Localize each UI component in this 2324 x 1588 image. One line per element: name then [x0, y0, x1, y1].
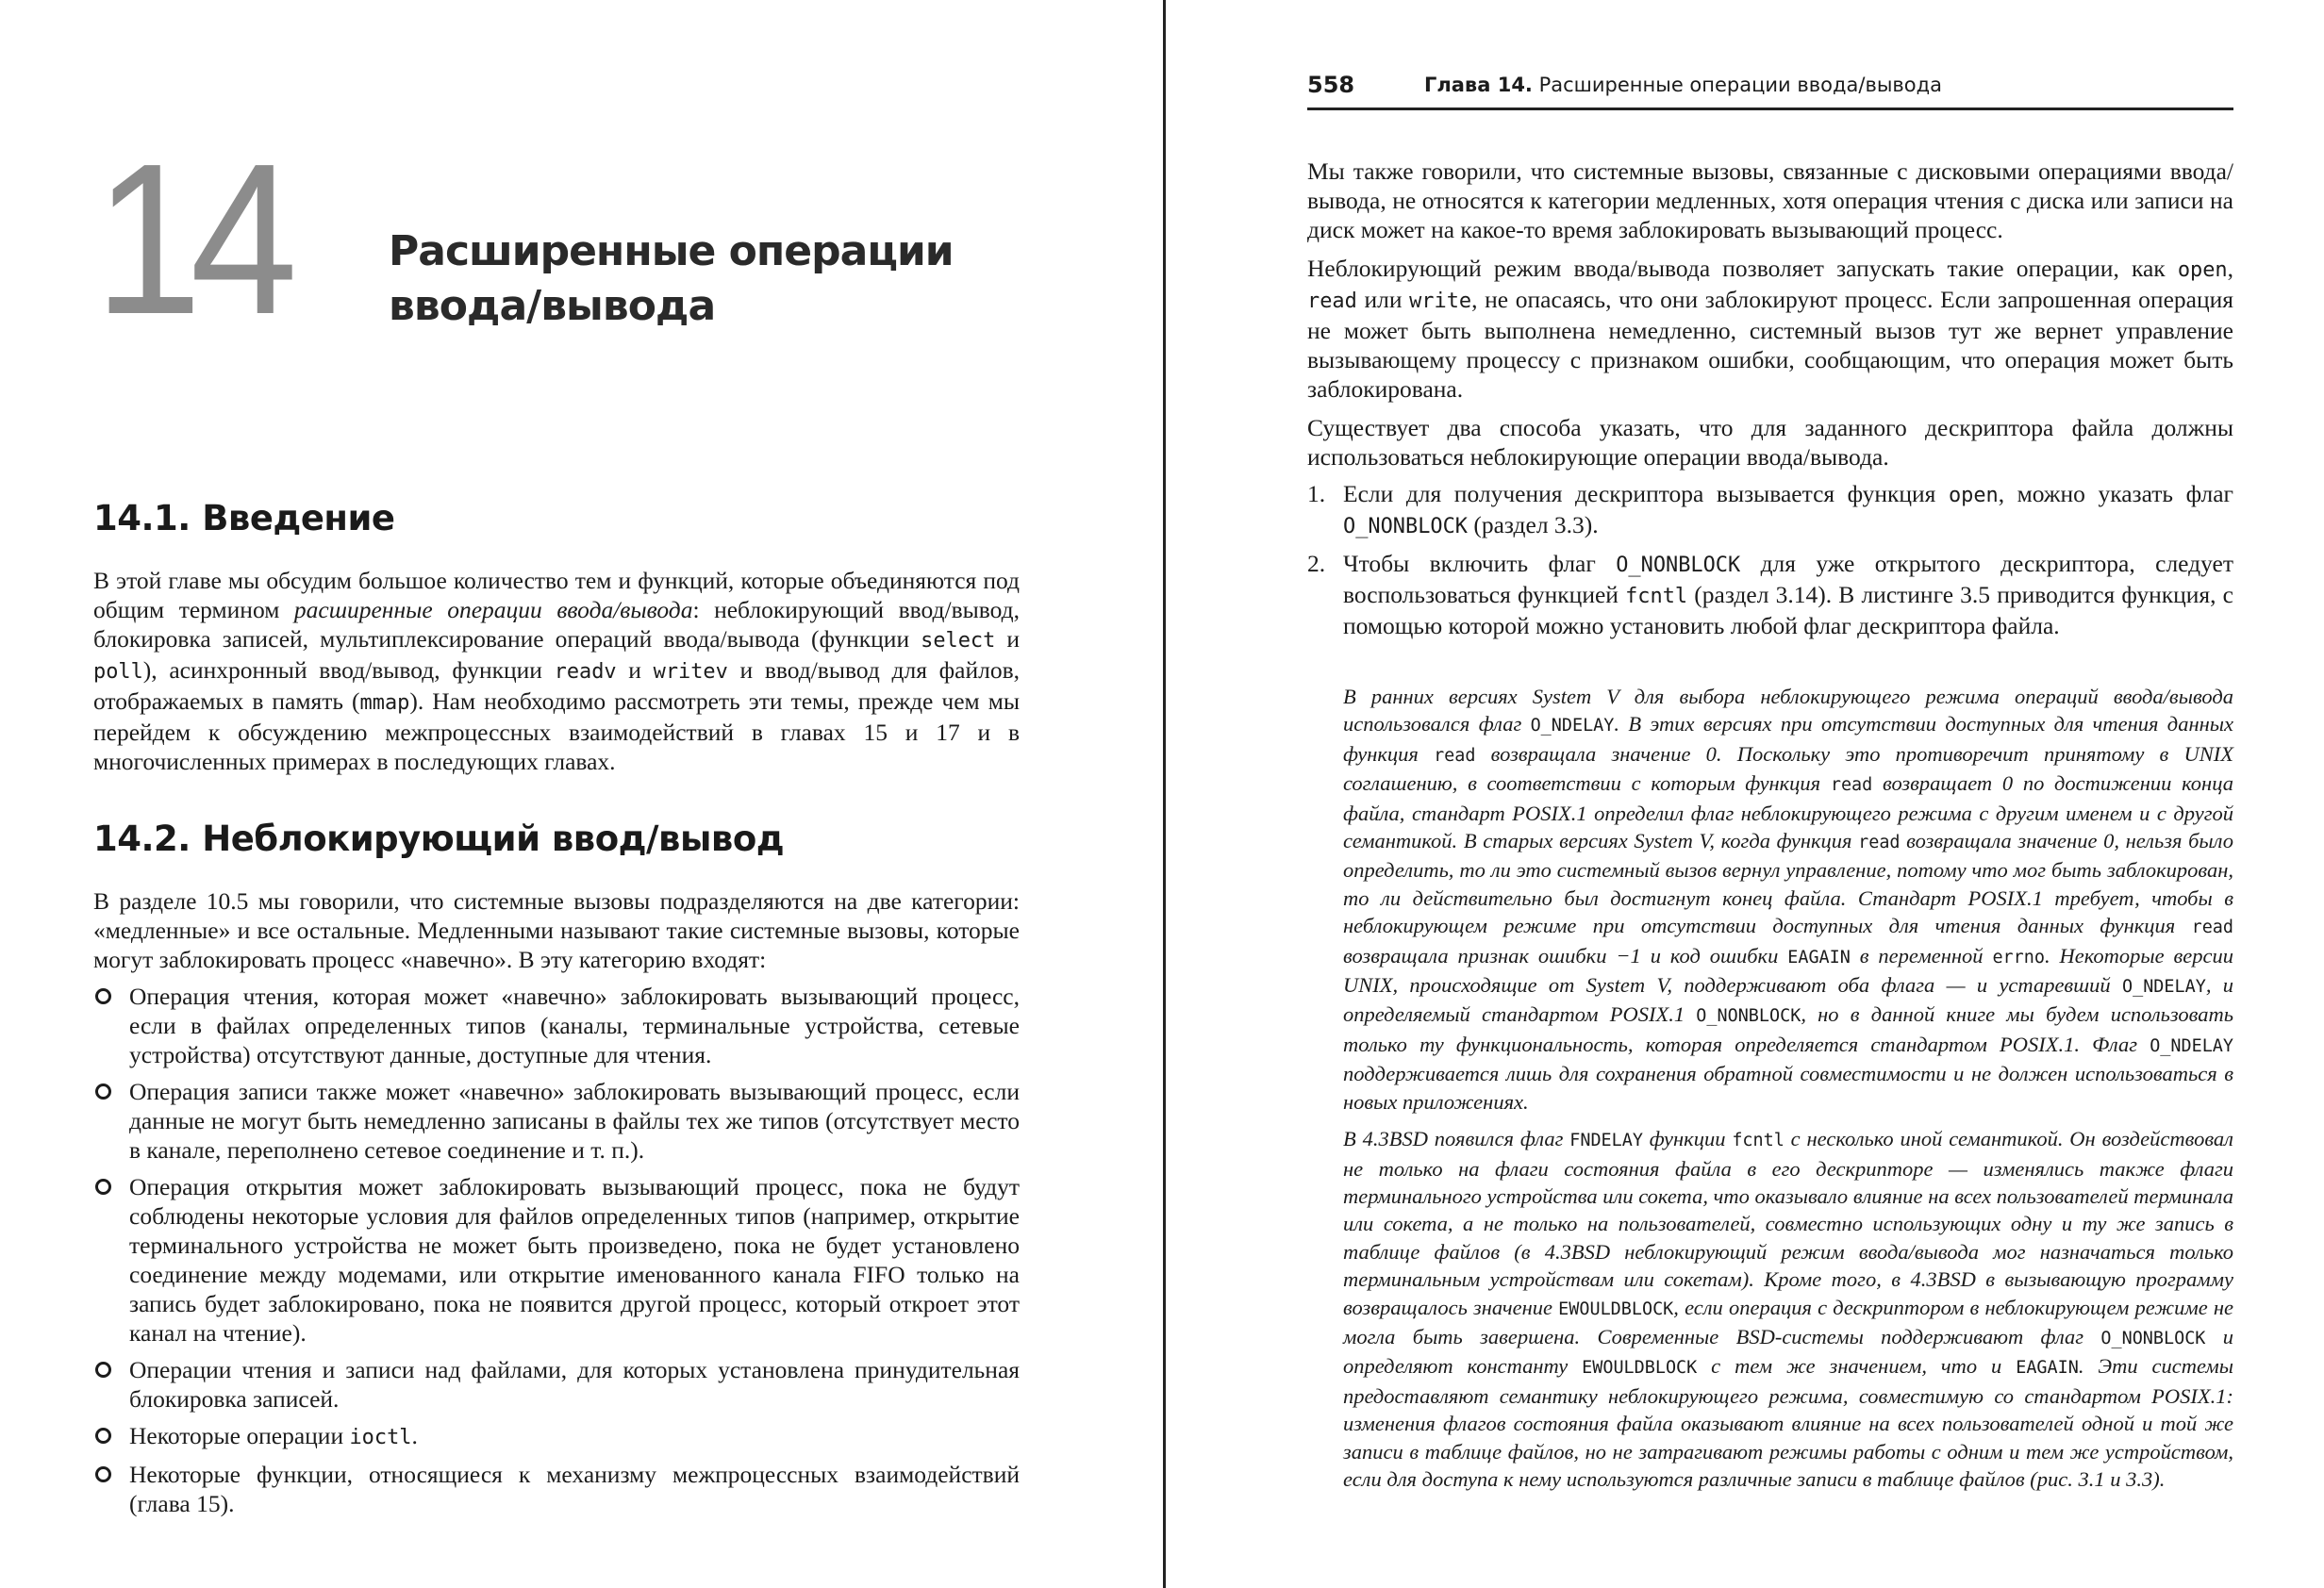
- list-item: [93, 1172, 1020, 1348]
- text-run: , если операция с дескриптором в неблокирующем режиме не могла быть завершена. Современные BSD-системы поддерживают флаг: [1343, 1295, 2233, 1348]
- code-term: read: [2191, 918, 2233, 938]
- text-run: Некоторые операции: [129, 1422, 350, 1449]
- text-run: Операция открытия может заблокировать вызывающий процесс, пока не будут соблюдены некоторые условия для файлов определенных типов (например, открытие терминального устройства не может быть произведено, пока не будет установлено соединение между модемами, или открытие именованного канала FIFO только на запись будет заблокировано, пока не появится другой процесс, который откроет этот канал на чтение).: [129, 1173, 1020, 1347]
- text-run: Мы также говорили, что системные вызовы, связанные с дисковыми операциями ввода/вывода, не относятся к категории медленных, хотя операция чтения с диска или записи на диск может на какое-то время заблокировать вызывающий процесс.: [1307, 157, 2233, 243]
- text-run: для уже открытого дескриптора, следует воспользоваться функцией: [1343, 550, 2233, 608]
- code-term: EAGAIN: [2016, 1358, 2079, 1379]
- running-header: [1307, 70, 2233, 110]
- page-number: 558: [1307, 72, 1355, 98]
- code-term: select: [921, 629, 996, 653]
- text-run: : неблокирующий ввод/вывод, блокировка записей, мультиплексирование операций ввода/вывода (функции: [93, 596, 1020, 653]
- text-run: и: [995, 625, 1020, 653]
- code-term: ioctl: [349, 1426, 412, 1449]
- text-run: , не опасаясь, что они заблокируют процесс. Если запрошенная операция не может быть выполнена немедленно, системный вызов тут же вернет управление вызывающему процессу с признаком ошибки, сообщающим, что операция может быть заблокирована.: [1307, 286, 2233, 403]
- text-run: с тем же значением, что и: [1697, 1354, 2017, 1379]
- item-number: 2.: [1307, 550, 1326, 577]
- section-heading-14-2: 14.2. Неблокирующий ввод/вывод: [93, 819, 785, 859]
- header-chapter-label: Глава 14.: [1424, 74, 1533, 96]
- text-run: В ранних версиях System V для выбора неблокирующего режима операций ввода/вывода использовался флаг: [1343, 685, 2233, 736]
- code-term: errno: [1992, 947, 2045, 968]
- code-term: EAGAIN: [1787, 947, 1851, 968]
- text-run: . Эти системы предоставляют семантику неблокирующего режима, совместимую со стандартом POSIX.1: изменения флагов состояния файла оказывают влияние на всех пользователей одной и той же записи в таблице файлов, но не затрагивают режимы работы с одним и тем же устройством, если для доступа к нему используются различные записи в таблице файлов (рис. 3.1 и 3.3).: [1343, 1354, 2234, 1491]
- chapter-title: [389, 224, 954, 334]
- text-run: Чтобы включить флаг: [1343, 550, 1617, 577]
- code-term: read: [1434, 745, 1476, 766]
- text-run: . В этих версиях при отсутствии доступных для чтения данных функция: [1343, 712, 2233, 766]
- code-term: open: [1948, 484, 1999, 507]
- code-term: O_NONBLOCK: [1343, 515, 1468, 538]
- circle-bullet-icon: [95, 988, 111, 1004]
- nonblock-methods-list: [1307, 479, 2233, 640]
- list-item: [93, 1421, 1020, 1452]
- circle-bullet-icon: [95, 1083, 111, 1100]
- text-run: ). Нам необходимо рассмотреть эти темы, прежде чем мы перейдем к обсуждению межпроцессных взаимодействий в главах 15 и 17 и в многочисленных примерах в последующих главах.: [93, 687, 1020, 775]
- section-14-2-paragraph: [93, 886, 1020, 974]
- paragraph: [1307, 157, 2233, 244]
- text-run: ), асинхронный ввод/вывод, функции: [142, 656, 555, 684]
- text-run: Неблокирующий режим ввода/вывода позволяет запускать такие операции, как: [1307, 255, 2178, 282]
- section-14-1-body: [93, 566, 1020, 776]
- slow-syscalls-list: [93, 982, 1020, 1518]
- text-run: Операции чтения и записи над файлами, для которых установлена принудительная блокировка записей.: [129, 1356, 1020, 1413]
- code-term: O_NDELAY: [1530, 716, 1615, 736]
- code-term: O_NONBLOCK: [1616, 554, 1741, 577]
- code-term: read: [1307, 289, 1357, 313]
- code-term: write: [1409, 289, 1472, 313]
- chapter-title-line1: Расширенные операции: [389, 227, 954, 275]
- text-run: Существует два способа указать, что для заданного дескриптора файла должны использоваться неблокирующие операции ввода/вывода.: [1307, 414, 2233, 471]
- code-term: open: [2177, 258, 2228, 282]
- circle-bullet-icon: [95, 1362, 111, 1378]
- code-term: read: [1830, 775, 1873, 796]
- text-run: Некоторые функции, относящиеся к механизму межпроцессных взаимодействий (глава 15).: [129, 1461, 1020, 1517]
- text-run: Операция записи также может «навечно» заблокировать вызывающий процесс, если данные не могут быть немедленно записаны в файлы тех же типов (отсутствует место в канале, переполнено сетевое соединение и т. п.).: [129, 1078, 1020, 1164]
- text-run: , и определяемый стандартом POSIX.1: [1343, 973, 2233, 1027]
- intro-paragraph: [93, 566, 1020, 776]
- text-run: в переменной: [1850, 943, 1993, 968]
- text-run: . Некоторые версии UNIX, происходящие от System V, поддерживают оба флага — и устаревший: [1343, 943, 2234, 998]
- list-item: [93, 1355, 1020, 1414]
- book-gutter-divider: [1163, 0, 1166, 1588]
- text-run: , но в данной книге мы будем использовать только ту функциональность, которая определяется стандартом POSIX.1. Флаг: [1343, 1002, 2234, 1056]
- text-run: ,: [2227, 255, 2233, 282]
- text-run: и определяют константу: [1343, 1324, 2234, 1379]
- list-item: [93, 1460, 1020, 1518]
- paragraph: [1307, 254, 2233, 404]
- text-run: и ввод/вывод для файлов, отображаемых в память (: [93, 656, 1020, 715]
- note-paragraph: [1343, 1125, 2233, 1493]
- code-term: fcntl: [1625, 585, 1688, 608]
- numbered-item: [1307, 549, 2233, 640]
- text-run: В 4.3BSD появился флаг: [1343, 1127, 1570, 1151]
- section-14-2-body: [93, 886, 1020, 1518]
- header-chapter-name: Расширенные операции ввода/вывода: [1538, 74, 1943, 96]
- text-run: и: [616, 656, 654, 684]
- circle-bullet-icon: [95, 1428, 111, 1444]
- code-term: O_NONBLOCK: [2100, 1328, 2206, 1348]
- text-run: В разделе 10.5 мы говорили, что системные вызовы подразделяются на две категории: «медленные» и все остальные. Медленными называют такие системные вызовы, которые могут заблокировать процесс «навечно». В эту категорию входят:: [93, 887, 1020, 973]
- code-term: read: [1858, 833, 1901, 853]
- code-term: FNDELAY: [1569, 1131, 1643, 1151]
- circle-bullet-icon: [95, 1179, 111, 1195]
- text-run: поддерживается лишь для сохранения обратной совместимости и не должен использоваться в новых приложениях.: [1343, 1062, 2233, 1114]
- chapter-number: 14: [94, 120, 287, 359]
- code-term: O_NDELAY: [2122, 977, 2206, 998]
- text-run: с несколько иной семантикой. Он воздействовал не только на флаги состояния файла в его дескрипторе — изменялись также флаги терминального устройства или сокета, что оказывало влияние на всех пользователей терминала или сокета, а не только на пользователей, совместно использующих одну и ту же запись в таблице файлов (в 4.3BSD неблокирующий режим ввода/вывода мог назначаться только терминальным устройствам или сокетам). Кроме того, в 4.3BSD в вызывающую программу возвращалось значение: [1343, 1127, 2233, 1319]
- code-term: O_NONBLOCK: [1696, 1006, 1801, 1027]
- text-run: Операция чтения, которая может «навечно» заблокировать вызывающий процесс, если в файлах определенных типов (каналы, терминальные устройства, сетевые устройства) отсутствуют данные, доступные для чтения.: [129, 983, 1020, 1068]
- numbered-item: [1307, 479, 2233, 541]
- code-term: writev: [653, 660, 728, 684]
- right-page-body: [1307, 157, 2233, 640]
- list-item: [93, 982, 1020, 1069]
- text-run: (раздел 3.14). В листинге 3.5 приводится функция, с помощью которой можно установить любой флаг дескриптора файла.: [1343, 581, 2233, 639]
- notes-block: [1343, 683, 2233, 1502]
- text-run: (раздел 3.3).: [1467, 511, 1599, 538]
- text-run: возвращала значение 0. Поскольку это противоречит принятому в UNIX соглашению, в соответствии с которым функция: [1343, 741, 2233, 796]
- circle-bullet-icon: [95, 1466, 111, 1482]
- code-term: readv: [554, 660, 617, 684]
- text-run: Если для получения дескриптора вызывается функция: [1343, 480, 1949, 507]
- code-term: fcntl: [1732, 1131, 1784, 1151]
- item-number: 1.: [1307, 480, 1326, 507]
- code-term: EWOULDBLOCK: [1558, 1299, 1674, 1319]
- note-paragraph: [1343, 683, 2233, 1116]
- code-term: mmap: [359, 691, 410, 715]
- text-run: возвращала признак ошибки −1 и код ошибки: [1343, 943, 1788, 968]
- text-run: функции: [1642, 1127, 1733, 1151]
- paragraph: [1307, 413, 2233, 471]
- code-term: O_NDELAY: [2150, 1035, 2233, 1056]
- text-run: , можно указать флаг: [1998, 480, 2233, 507]
- text-run: возвращает 0 по достижении конца файла, стандарт POSIX.1 определил флаг неблокирующего режима с другим именем и с другой семантикой. В старых версиях System V, когда функция: [1343, 771, 2233, 853]
- italic-term: расширенные операции ввода/вывода: [293, 596, 693, 623]
- section-heading-14-1: 14.1. Введение: [93, 498, 395, 538]
- code-term: poll: [93, 660, 143, 684]
- list-item: [93, 1077, 1020, 1165]
- text-run: или: [1356, 286, 1410, 313]
- chapter-title-line2: ввода/вывода: [389, 282, 716, 330]
- text-run: возвращала значение 0, нельзя было определить, то ли это системный вызов вернул управление, потому что мог быть заблокирован, то ли действительно был достигнут конец файла. Стандарт POSIX.1 требует, чтобы в неблокирующем режиме при отсутствии доступных для чтения данных функция: [1343, 829, 2233, 938]
- text-run: В этой главе мы обсудим большое количество тем и функций, которые объединяются под общим термином: [93, 567, 1020, 623]
- text-run: .: [411, 1422, 418, 1449]
- code-term: EWOULDBLOCK: [1582, 1358, 1698, 1379]
